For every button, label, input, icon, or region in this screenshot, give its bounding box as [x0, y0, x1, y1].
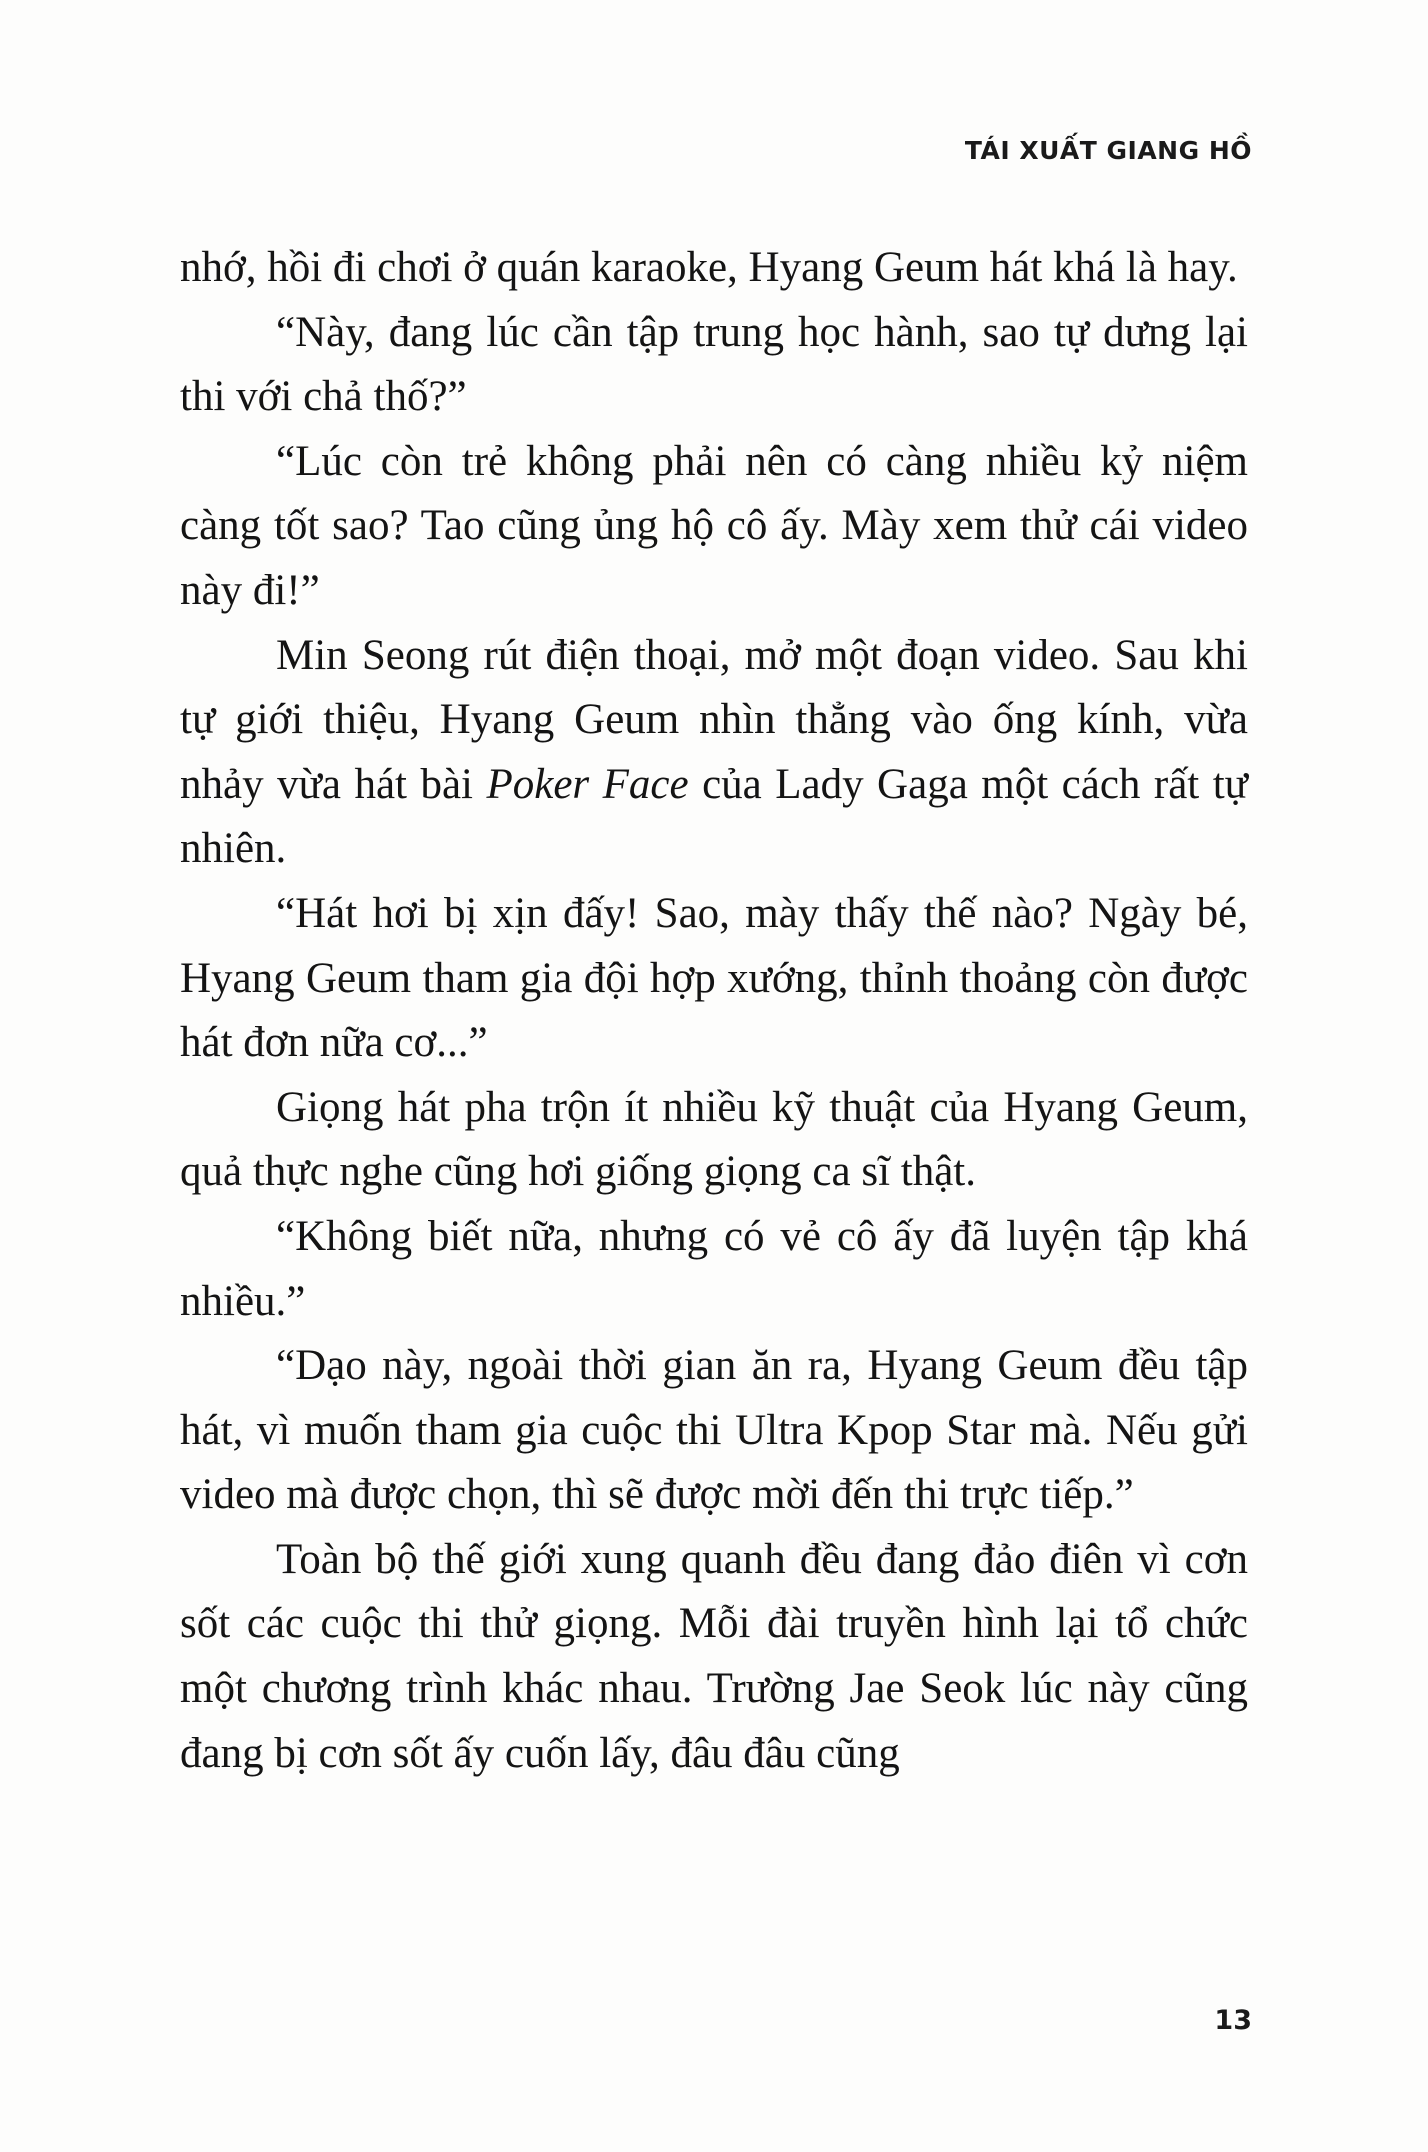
song-title: Poker Face	[486, 760, 689, 808]
paragraph: “Lúc còn trẻ không phải nên có càng nhiều kỷ niệm càng tốt sao? Tao cũng ủng hộ cô ấy. Mày xem thử cái video này đi!”	[180, 437, 1248, 614]
paragraph: “Hát hơi bị xịn đấy! Sao, mày thấy thế nào? Ngày bé, Hyang Geum tham gia đội hợp xướng, thỉnh thoảng còn được hát đơn nữa cơ...”	[180, 889, 1248, 1067]
paragraph: Giọng hát pha trộn ít nhiều kỹ thuật của Hyang Geum, quả thực nghe cũng hơi giống giọng ca sĩ thật.	[180, 1083, 1248, 1196]
paragraph-text: của Lady Gaga một cách rất tự nhiên.	[180, 760, 1248, 873]
paragraph	[180, 624, 1248, 882]
paragraph: Toàn bộ thế giới xung quanh đều đang đảo điên vì cơn sốt các cuộc thi thử giọng. Mỗi đài truyền hình lại tổ chức một chương trình khác nhau. Trường Jae Seok lúc này cũng đang bị cơn sốt ấy cuốn lấy, đâu đâu cũng	[180, 1535, 1248, 1777]
paragraph: “Không biết nữa, nhưng có vẻ cô ấy đã luyện tập khá nhiều.”	[180, 1212, 1248, 1325]
paragraph: “Dạo này, ngoài thời gian ăn ra, Hyang Geum đều tập hát, vì muốn tham gia cuộc thi Ultra Kpop Star mà. Nếu gửi video mà được chọn, thì sẽ được mời đến thi trực tiếp.”	[180, 1342, 1248, 1519]
running-header: TÁI XUẤT GIANG HỒ	[964, 136, 1252, 165]
paragraph: “Này, đang lúc cần tập trung học hành, sao tự dưng lại thi với chả thố?”	[180, 308, 1248, 421]
paragraph-text: Min Seong rút điện thoại, mở một đoạn video. Sau khi tự giới thiệu, Hyang Geum nhìn thẳng vào ống kính, vừa nhảy vừa hát bài	[180, 631, 1248, 808]
paragraph: nhớ, hồi đi chơi ở quán karaoke, Hyang Geum hát khá là hay.	[180, 244, 1238, 291]
body-text	[180, 236, 1248, 1786]
page-number: 13	[1214, 2005, 1252, 2036]
